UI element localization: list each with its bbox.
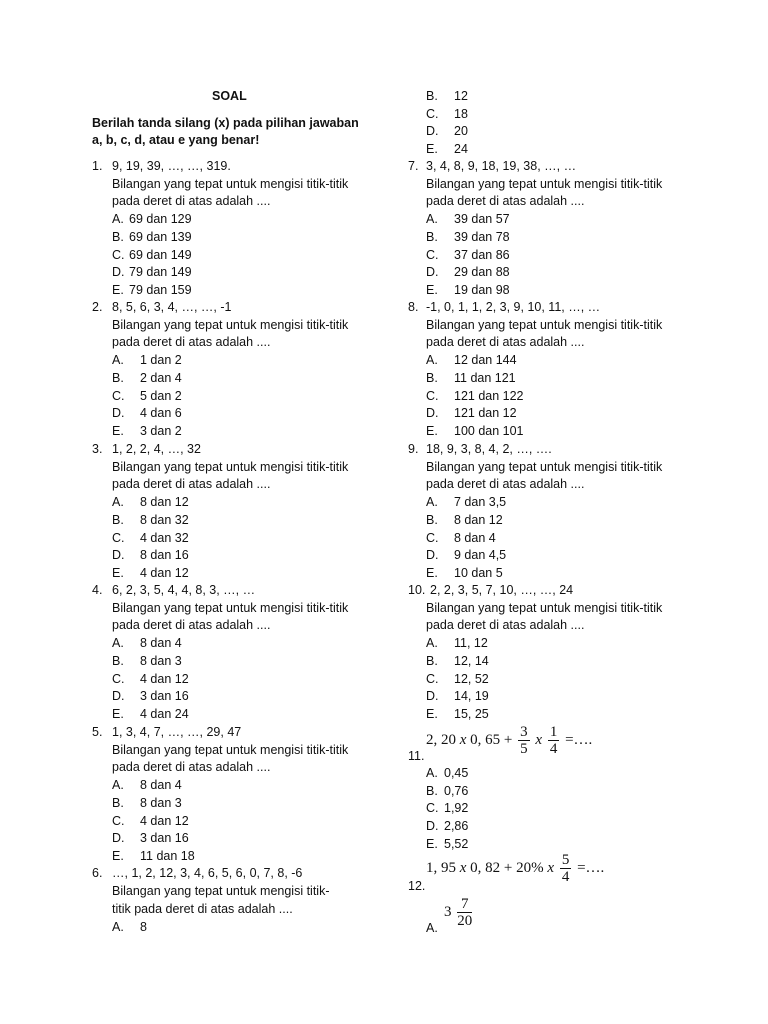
question-7-sequence: 3, 4, 8, 9, 18, 19, 38, …, … <box>426 159 577 173</box>
question-3-number: 3. <box>92 442 103 456</box>
question-9-option-label: E. <box>426 565 438 580</box>
question-9-sequence: 18, 9, 3, 8, 4, 2, …, …. <box>426 442 552 456</box>
question-4-option-text: 8 dan 4 <box>140 636 182 651</box>
question-5-option-text: 3 dan 16 <box>140 831 189 846</box>
q12-fraction <box>560 852 572 885</box>
question-10-option-text: 12, 14 <box>454 653 489 668</box>
question-4-text-line-2: pada deret di atas adalah .... <box>112 618 271 633</box>
question-11-option-text: 2,86 <box>444 819 469 834</box>
question-9-option-text: 8 dan 4 <box>454 530 496 545</box>
question-3-sequence: 1, 2, 2, 4, …, 32 <box>112 442 201 456</box>
question-2-option-text: 5 dan 2 <box>140 388 182 403</box>
q12-option-a-whole: 3 <box>444 903 452 920</box>
question-1-option-label: D. <box>112 265 125 280</box>
question-6-option-text: 8 <box>140 920 147 934</box>
q11-fraction-1 <box>518 724 530 757</box>
q11-plus: + <box>503 731 513 748</box>
page-title: SOAL <box>212 89 247 103</box>
question-7-option-label: E. <box>426 282 438 297</box>
question-4-option-label: C. <box>112 671 125 686</box>
question-1-option-label: E. <box>112 282 124 297</box>
question-9-option-text: 7 dan 3,5 <box>454 495 507 510</box>
q11-term-b: 0, 65 <box>470 731 501 748</box>
question-10-option-text: 11, 12 <box>454 636 488 651</box>
q12-times-2: x <box>547 859 555 876</box>
q12-expression <box>426 852 604 885</box>
question-10-option-text: 15, 25 <box>454 706 489 721</box>
question-8-option-text: 121 dan 122 <box>454 388 524 403</box>
question-9-option-text: 10 dan 5 <box>454 565 503 580</box>
question-6-option-label: D. <box>426 124 439 138</box>
question-4-option-label: B. <box>112 653 124 668</box>
q11-times-1: x <box>459 731 467 748</box>
question-1-text-line-2: pada deret di atas adalah .... <box>112 194 271 209</box>
question-2-option-label: A. <box>112 353 124 368</box>
question-5-sequence: 1, 3, 4, 7, …, …, 29, 47 <box>112 725 242 739</box>
question-5-option-label: D. <box>112 831 125 846</box>
question-1-option-text: 69 dan 149 <box>129 247 192 262</box>
q12-times-1: x <box>459 859 467 876</box>
question-7-option-text: 29 dan 88 <box>454 265 510 280</box>
question-7-option-text: 39 dan 78 <box>454 229 510 244</box>
question-11-option-label: D. <box>426 819 439 834</box>
question-6-text-line-1: Bilangan yang tepat untuk mengisi titik- <box>112 884 330 898</box>
q11-times-2: x <box>535 731 543 748</box>
question-8-option-label: D. <box>426 406 439 421</box>
question-2-option-text: 4 dan 6 <box>140 406 182 421</box>
q12-option-a-den: 20 <box>457 913 473 929</box>
question-7-option-label: C. <box>426 247 439 262</box>
q12-option-a-num: 7 <box>457 896 472 913</box>
q12-term-b: 0, 82 + 20% <box>470 859 544 876</box>
question-5-option-text: 8 dan 4 <box>140 778 182 793</box>
question-4-option-text: 4 dan 24 <box>140 706 189 721</box>
question-6-option-text: 20 <box>454 124 468 138</box>
question-6-text-line-2: titik pada deret di atas adalah .... <box>112 902 293 916</box>
instruction-line-1: Berilah tanda silang (x) pada pilihan jawaban <box>92 116 359 130</box>
q12-option-a-value <box>444 896 474 929</box>
q11-fraction-2-den: 4 <box>549 741 558 757</box>
question-3-option-label: A. <box>112 495 124 510</box>
question-8-sequence: -1, 0, 1, 1, 2, 3, 9, 10, 11, …, … <box>426 300 601 314</box>
question-1-number: 1. <box>92 159 103 173</box>
question-8-option-label: A. <box>426 353 438 368</box>
question-6-option-text: 12 <box>454 89 468 103</box>
question-1-option-label: A. <box>112 212 124 227</box>
question-7-text-line-2: pada deret di atas adalah .... <box>426 194 585 209</box>
question-10-text-line-1: Bilangan yang tepat untuk mengisi titik-titik <box>426 600 663 615</box>
q12-option-a-fraction <box>457 896 472 929</box>
question-6-sequence: …, 1, 2, 12, 3, 4, 6, 5, 6, 0, 7, 8, -6 <box>112 866 303 880</box>
question-4-text-line-1: Bilangan yang tepat untuk mengisi titik-titik <box>112 600 349 615</box>
question-9-option-label: A. <box>426 495 438 510</box>
question-1-option-label: B. <box>112 229 124 244</box>
question-1-option-text: 79 dan 149 <box>129 265 192 280</box>
question-2-option-label: E. <box>112 423 124 438</box>
question-7-option-label: A. <box>426 212 438 227</box>
question-6-option-label: C. <box>426 107 439 121</box>
question-2-option-label: D. <box>112 406 125 421</box>
question-8-option-label: E. <box>426 423 438 438</box>
question-2-text-line-1: Bilangan yang tepat untuk mengisi titik-titik <box>112 317 349 332</box>
question-4-number: 4. <box>92 583 103 597</box>
question-5-option-label: A. <box>112 778 124 793</box>
question-7-option-text: 19 dan 98 <box>454 282 510 297</box>
question-5-option-text: 4 dan 12 <box>140 813 189 828</box>
question-10-text-line-2: pada deret di atas adalah .... <box>426 618 585 633</box>
question-8-option-text: 100 dan 101 <box>454 423 524 438</box>
question-9-option-label: B. <box>426 512 438 527</box>
question-8-number: 8. <box>408 300 419 314</box>
question-6-option-text: 24 <box>454 142 468 156</box>
question-8-text-line-2: pada deret di atas adalah .... <box>426 335 585 350</box>
question-11-option-text: 0,45 <box>444 766 469 780</box>
question-3-option-text: 4 dan 32 <box>140 530 189 545</box>
q11-fraction-2-num: 1 <box>549 724 558 740</box>
question-5-number: 5. <box>92 725 103 739</box>
question-5-text-line-1: Bilangan yang tepat untuk mengisi titik-titik <box>112 742 349 757</box>
question-6-option-text: 18 <box>454 107 468 121</box>
q11-equals: =…. <box>565 731 593 748</box>
question-3-text-line-2: pada deret di atas adalah .... <box>112 477 271 492</box>
question-2-text-line-2: pada deret di atas adalah .... <box>112 335 271 350</box>
question-10-number: 10. <box>408 583 426 597</box>
q11-term-a: 2, 20 <box>426 731 456 748</box>
question-7-option-text: 37 dan 86 <box>454 247 510 262</box>
instruction-line-2: a, b, c, d, atau e yang benar! <box>92 133 260 147</box>
question-7-option-text: 39 dan 57 <box>454 212 510 227</box>
question-3-text-line-1: Bilangan yang tepat untuk mengisi titik-titik <box>112 459 349 474</box>
question-6-option-label: A. <box>112 920 124 934</box>
question-3-option-label: D. <box>112 548 125 563</box>
question-1-option-text: 79 dan 159 <box>129 282 192 297</box>
question-7-option-label: D. <box>426 265 439 280</box>
question-1-sequence: 9, 19, 39, …, …, 319. <box>112 159 231 173</box>
question-11-option-text: 1,92 <box>444 801 469 816</box>
question-3-option-text: 4 dan 12 <box>140 565 189 580</box>
question-2-option-label: C. <box>112 388 125 403</box>
question-5-option-label: C. <box>112 813 125 828</box>
question-11-option-text: 5,52 <box>444 836 469 851</box>
question-2-option-text: 3 dan 2 <box>140 423 182 438</box>
question-8-option-text: 12 dan 144 <box>454 353 517 368</box>
question-2-sequence: 8, 5, 6, 3, 4, …, …, -1 <box>112 300 232 314</box>
question-4-option-label: D. <box>112 689 125 704</box>
question-4-option-text: 4 dan 12 <box>140 671 189 686</box>
q12-option-a-label: A. <box>426 921 438 935</box>
question-5-text-line-2: pada deret di atas adalah .... <box>112 760 271 775</box>
question-4-option-text: 8 dan 3 <box>140 653 182 668</box>
q11-fraction-1-num: 3 <box>520 724 528 740</box>
question-9-option-label: C. <box>426 530 439 545</box>
question-3-option-label: E. <box>112 565 124 580</box>
question-11-option-label: C. <box>426 801 439 816</box>
question-9-option-text: 9 dan 4,5 <box>454 548 507 563</box>
question-11-option-text: 0,76 <box>444 783 469 798</box>
question-10-sequence: 2, 2, 3, 5, 7, 10, …, …, 24 <box>430 583 574 597</box>
q11-expression <box>426 724 592 757</box>
question-1-option-text: 69 dan 129 <box>129 212 192 227</box>
question-5-option-label: E. <box>112 848 124 863</box>
q12-term-a: 1, 95 <box>426 859 456 876</box>
question-7-option-label: B. <box>426 229 438 244</box>
question-9-option-text: 8 dan 12 <box>454 512 503 527</box>
question-6-option-label: E. <box>426 142 438 156</box>
question-5-option-text: 8 dan 3 <box>140 795 182 810</box>
question-4-option-text: 3 dan 16 <box>140 689 189 704</box>
question-2-number: 2. <box>92 300 103 314</box>
q12-equals: =…. <box>577 859 605 876</box>
question-10-option-text: 14, 19 <box>454 689 489 704</box>
question-4-option-label: E. <box>112 706 124 721</box>
q12-number: 12. <box>408 879 426 893</box>
question-4-sequence: 6, 2, 3, 5, 4, 4, 8, 3, …, … <box>112 583 256 597</box>
question-6-number: 6. <box>92 866 103 880</box>
question-10-option-label: D. <box>426 689 439 704</box>
q12-fraction-num: 5 <box>561 852 570 868</box>
question-10-option-label: E. <box>426 706 438 721</box>
question-3-option-label: C. <box>112 530 125 545</box>
question-1-option-text: 69 dan 139 <box>129 229 192 244</box>
question-8-option-label: B. <box>426 370 438 385</box>
question-7-number: 7. <box>408 159 419 173</box>
question-2-option-label: B. <box>112 370 124 385</box>
question-4-option-label: A. <box>112 636 124 651</box>
question-2-option-text: 2 dan 4 <box>140 370 182 385</box>
question-10-option-label: B. <box>426 653 438 668</box>
question-9-text-line-2: pada deret di atas adalah .... <box>426 477 585 492</box>
question-10-option-label: C. <box>426 671 439 686</box>
question-9-option-label: D. <box>426 548 439 563</box>
question-9-text-line-1: Bilangan yang tepat untuk mengisi titik-titik <box>426 459 663 474</box>
question-11-option-label: A. <box>426 766 438 780</box>
question-10-option-text: 12, 52 <box>454 671 489 686</box>
question-3-option-text: 8 dan 12 <box>140 495 189 510</box>
question-10-option-label: A. <box>426 636 438 651</box>
question-11-option-label: B. <box>426 783 438 798</box>
q11-fraction-1-den: 5 <box>520 741 528 757</box>
question-1-option-label: C. <box>112 247 125 262</box>
question-9-number: 9. <box>408 442 419 456</box>
question-8-text-line-1: Bilangan yang tepat untuk mengisi titik-titik <box>426 317 663 332</box>
question-1-text-line-1: Bilangan yang tepat untuk mengisi titik-titik <box>112 176 349 191</box>
q11-fraction-2 <box>548 724 560 757</box>
question-3-option-text: 8 dan 32 <box>140 512 189 527</box>
q12-fraction-den: 4 <box>561 869 570 885</box>
question-2-option-text: 1 dan 2 <box>140 353 182 368</box>
question-8-option-text: 11 dan 121 <box>454 370 516 385</box>
question-11-option-label: E. <box>426 836 438 851</box>
q11-number: 11. <box>408 749 425 763</box>
question-5-option-text: 11 dan 18 <box>140 848 195 863</box>
question-6-option-label: B. <box>426 89 438 103</box>
question-3-option-text: 8 dan 16 <box>140 548 189 563</box>
question-7-text-line-1: Bilangan yang tepat untuk mengisi titik-titik <box>426 176 663 191</box>
question-8-option-label: C. <box>426 388 439 403</box>
question-8-option-text: 121 dan 12 <box>454 406 517 421</box>
question-5-option-label: B. <box>112 795 124 810</box>
question-3-option-label: B. <box>112 512 124 527</box>
